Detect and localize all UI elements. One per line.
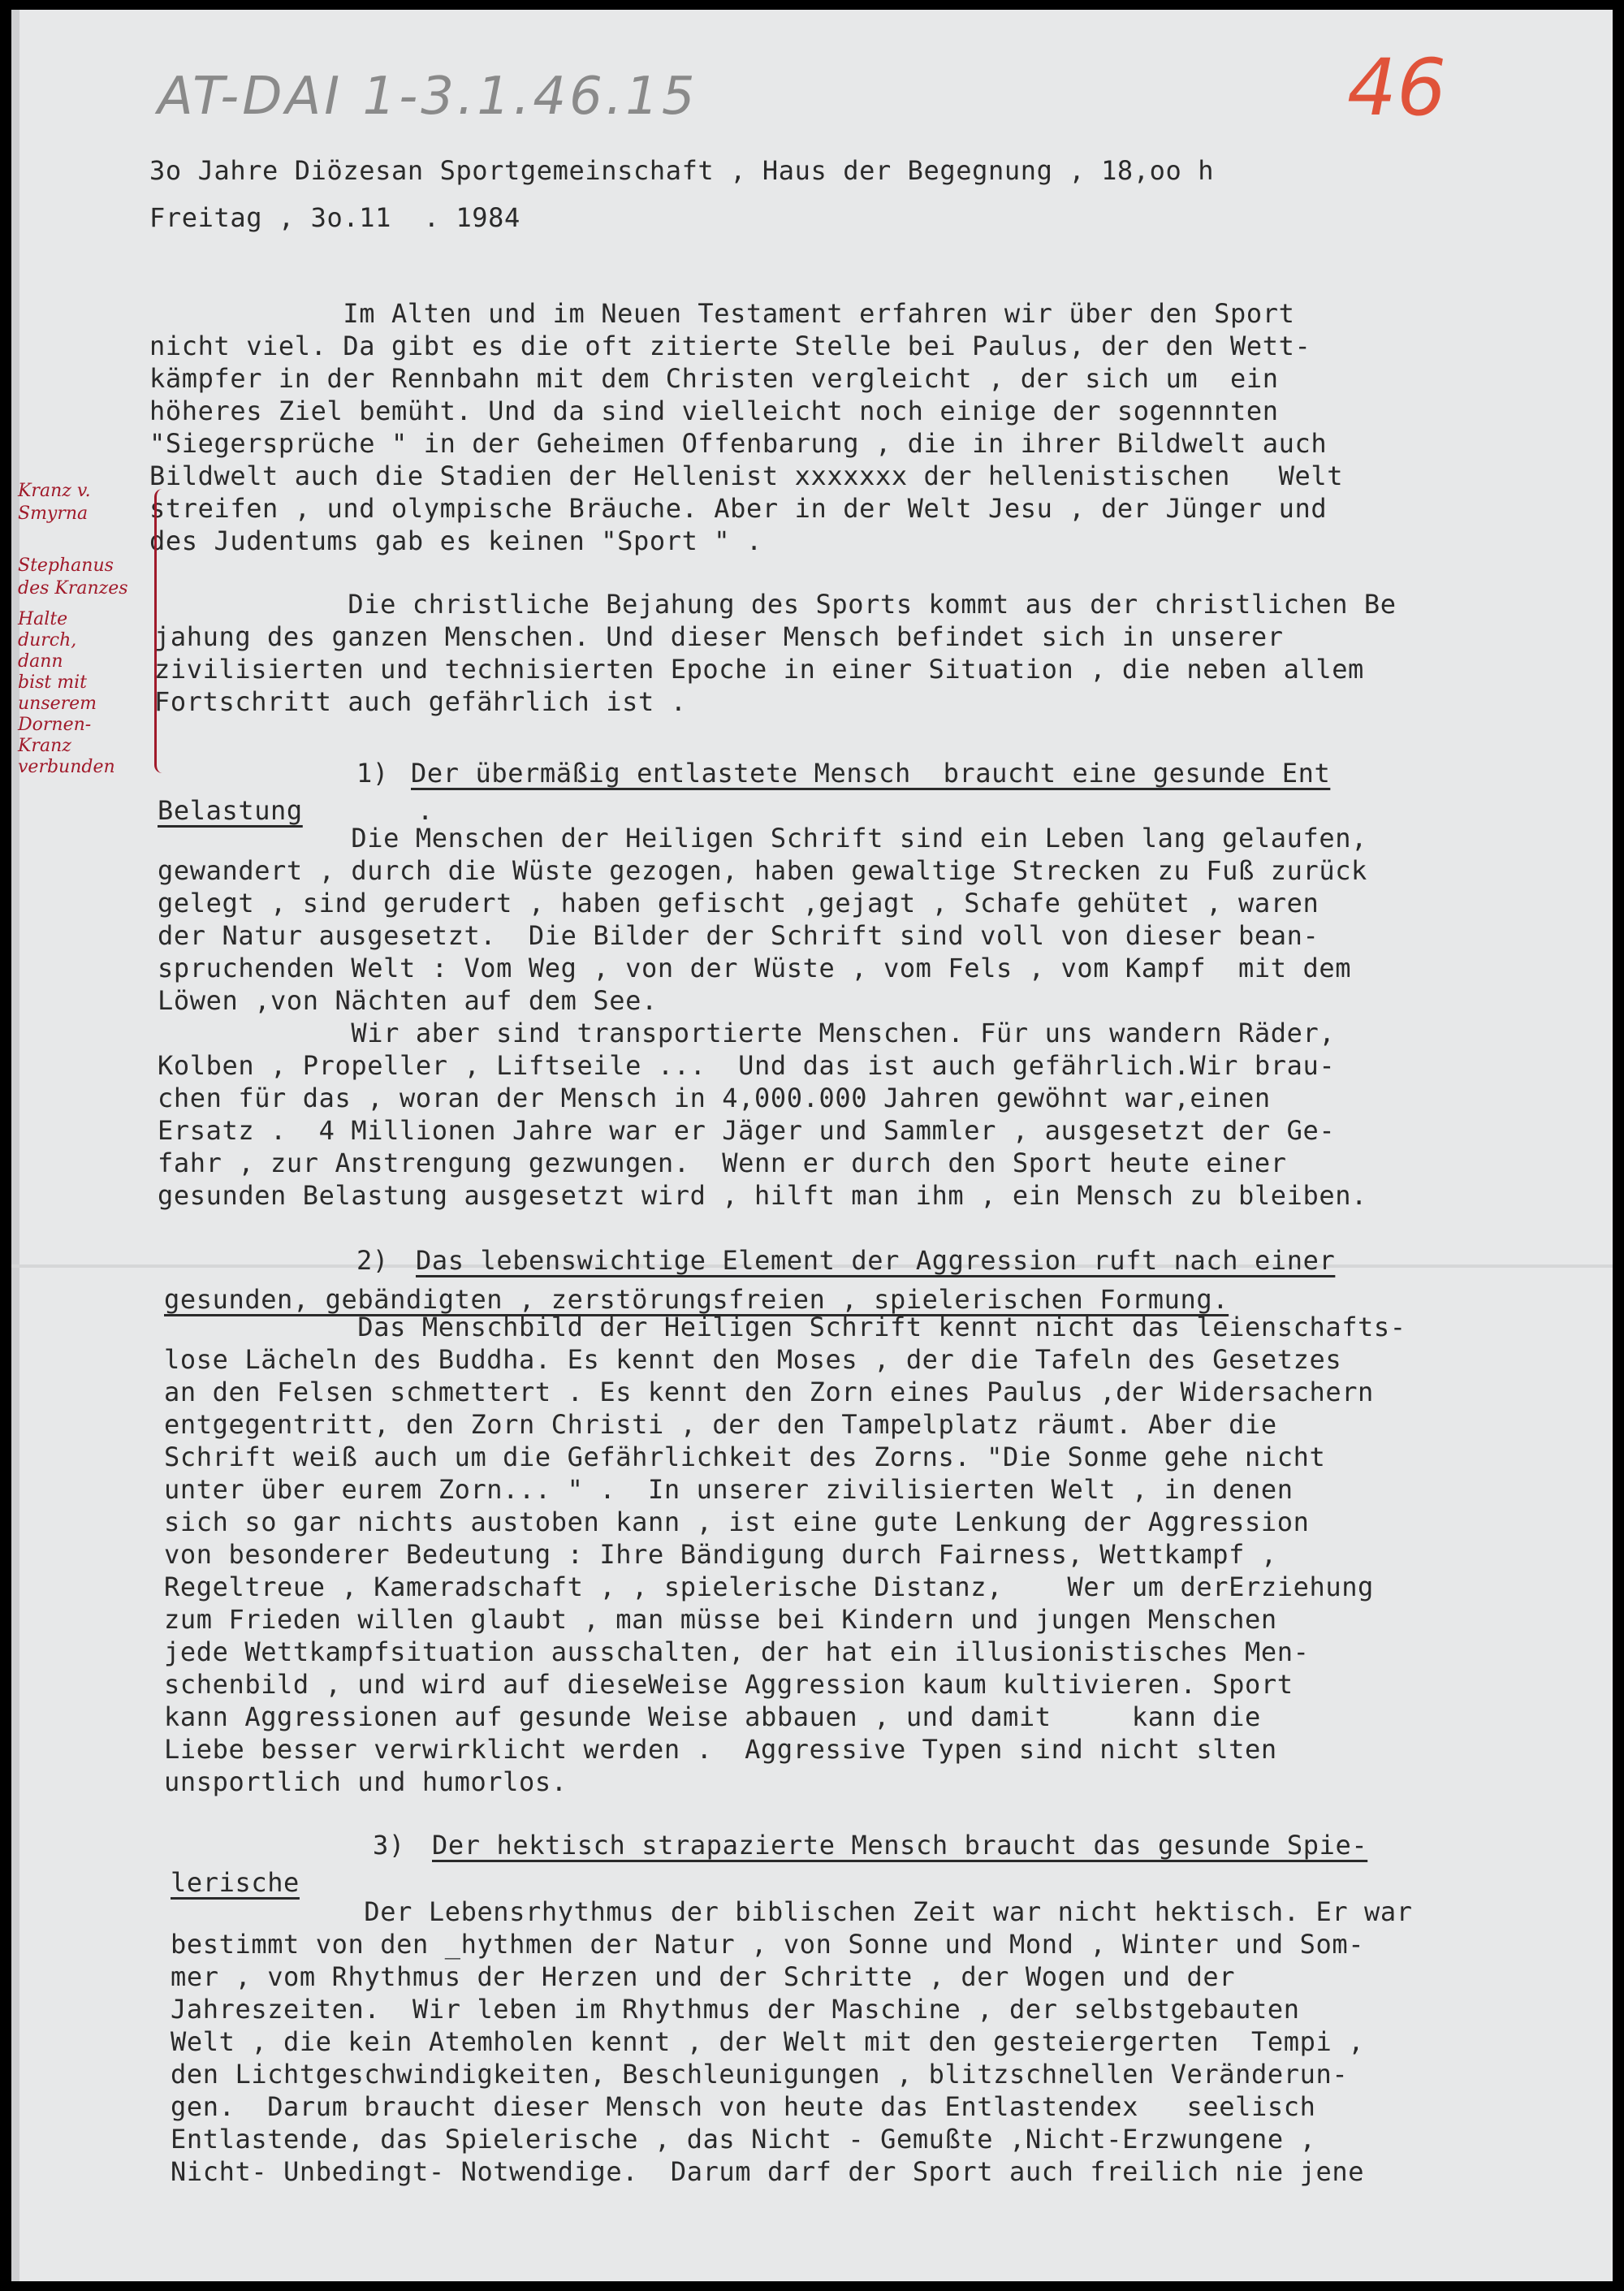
intro-line: Im Alten und im Neuen Testament erfahren wir über den Sport (149, 298, 1295, 329)
paragraph-line: Löwen ,von Nächten auf dem See. (158, 985, 658, 1016)
paragraph-line: Regeltreue , Kameradschaft , , spielerische Distanz, Wer um derErziehung (164, 1571, 1374, 1602)
intro-line: Bildwelt auch die Stadien der Hellenist xxxxxxx der hellenistischen Welt (149, 460, 1344, 491)
section-2-heading: Das lebenswichtige Element der Aggression ruft nach einer (416, 1245, 1336, 1276)
paragraph-line: Liebe besser verwirklicht werden . Aggressive Typen sind nicht slten (164, 1734, 1277, 1765)
margin-note: Kranz (18, 736, 71, 756)
margin-note: Dornen- (18, 715, 92, 735)
paragraph-line: mer , vom Rhythmus der Herzen und der Schritte , der Wogen und der (171, 1961, 1236, 1992)
section-2-number: 2) (356, 1245, 389, 1276)
period: . (417, 795, 434, 826)
paragraph-line: Welt , die kein Atemholen kennt , der Welt mit den gesteiergerten Tempi , (171, 2026, 1365, 2057)
header-line-2: Freitag , 3o.11 . 1984 (149, 202, 520, 233)
paragraph-line: lose Lächeln des Buddha. Es kennt den Moses , der die Tafeln des Gesetzes (164, 1344, 1342, 1375)
intro-line: des Judentums gab es keinen "Sport " . (149, 525, 762, 556)
margin-bracket (154, 489, 168, 773)
paragraph-line: entgegentritt, den Zorn Christi , der den Tampelplatz räumt. Aber die (164, 1409, 1277, 1440)
intro-line: kämpfer in der Rennbahn mit dem Christen vergleicht , der sich um ein (149, 363, 1279, 394)
archive-reference: AT-DAI 1-3.1.46.15 (158, 67, 698, 127)
section-1-heading: Der übermäßig entlastete Mensch braucht eine gesunde Ent (411, 758, 1331, 789)
paragraph-line: fahr , zur Anstrengung gezwungen. Wenn er durch den Sport heute einer (158, 1148, 1287, 1178)
paragraph-line: spruchenden Welt : Vom Weg , von der Wüste , vom Fels , vom Kampf mit dem (158, 953, 1352, 983)
paragraph-line: schenbild , und wird auf dieseWeise Aggression kaum kultivieren. Sport (164, 1669, 1294, 1700)
paragraph-line: gewandert , durch die Wüste gezogen, haben gewaltige Strecken zu Fuß zurück (158, 855, 1367, 886)
paragraph-line: Entlastende, das Spielerische , das Nicht - Gemußte ,Nicht-Erzwungene , (171, 2124, 1316, 2155)
section-3-heading: Der hektisch strapazierte Mensch braucht das gesunde Spie- (432, 1830, 1368, 1861)
margin-note: unserem (18, 694, 97, 714)
paragraph-line: zivilisierten und technisierten Epoche in einer Situation , die neben allem (154, 654, 1364, 685)
paragraph-line: den Lichtgeschwindigkeiten, Beschleunigungen , blitzschnellen Veränderun- (171, 2059, 1349, 2090)
paragraph-line: Die christliche Bejahung des Sports kommt aus der christlichen Be (154, 589, 1397, 620)
paragraph-line: gelegt , sind gerudert , haben gefischt ,gejagt , Schafe gehütet , waren (158, 888, 1320, 919)
intro-line: streifen , und olympische Bräuche. Aber in der Welt Jesu , der Jünger und (149, 493, 1328, 524)
section-3-heading-cont: lerische (171, 1867, 300, 1898)
paragraph-line: bestimmt von den _hythmen der Natur , von Sonne und Mond , Winter und Som- (171, 1929, 1365, 1960)
paragraph-line: Ersatz . 4 Millionen Jahre war er Jäger und Sammler , ausgesetzt der Ge- (158, 1115, 1336, 1146)
paragraph-line: Wir aber sind transportierte Menschen. Für uns wandern Räder, (158, 1018, 1336, 1048)
paragraph-line: Das Menschbild der Heiligen Schrift kennt nicht das leienschafts- (164, 1312, 1406, 1342)
paper-edge (11, 10, 19, 2281)
paragraph-line: gesunden Belastung ausgesetzt wird , hilft man ihm , ein Mensch zu bleiben. (158, 1180, 1367, 1211)
paragraph-line: der Natur ausgesetzt. Die Bilder der Schrift sind voll von dieser bean- (158, 920, 1320, 951)
margin-note: durch, (18, 630, 77, 651)
paragraph-line: von besonderer Bedeutung : Ihre Bändigung durch Fairness, Wettkampf , (164, 1539, 1277, 1570)
paragraph-line: zum Frieden willen glaubt , man müsse bei Kindern und jungen Menschen (164, 1604, 1277, 1635)
paragraph-line: chen für das , woran der Mensch in 4,000.000 Jahren gewöhnt war,einen (158, 1083, 1271, 1113)
intro-line: höheres Ziel bemüht. Und da sind vielleicht noch einige der sogennnten (149, 396, 1279, 426)
paragraph-line: Kolben , Propeller , Liftseile ... Und das ist auch gefährlich.Wir brau- (158, 1050, 1336, 1081)
margin-note: Stephanus (18, 555, 114, 576)
section-1-heading-cont: Belastung (158, 795, 303, 826)
paragraph-line: sich so gar nichts austoben kann , ist eine gute Lenkung der Aggression (164, 1506, 1310, 1537)
paragraph-line: Die Menschen der Heiligen Schrift sind ein Leben lang gelaufen, (158, 823, 1367, 854)
page-number: 46 (1347, 42, 1447, 133)
paragraph-line: Nicht- Unbedingt- Notwendige. Darum darf der Sport auch freilich nie jene (171, 2156, 1365, 2187)
paragraph-line: jahung des ganzen Menschen. Und dieser Mensch befindet sich in unserer (154, 621, 1284, 652)
margin-note: des Kranzes (18, 578, 128, 599)
intro-line: nicht viel. Da gibt es die oft zitierte Stelle bei Paulus, der den Wett- (149, 331, 1311, 361)
paragraph-line: Schrift weiß auch um die Gefährlichkeit des Zorns. "Die Sonme gehe nicht (164, 1442, 1326, 1472)
paragraph-line: jede Wettkampfsituation ausschalten, der hat ein illusionistisches Men- (164, 1636, 1310, 1667)
margin-note: Smyrna (18, 504, 89, 524)
section-3-number: 3) (373, 1830, 405, 1861)
paragraph-line: Jahreszeiten. Wir leben im Rhythmus der Maschine , der selbstgebauten (171, 1994, 1300, 2025)
document-page (11, 10, 1613, 2281)
paragraph-line: kann Aggressionen auf gesunde Weise abbauen , und damit kann die (164, 1701, 1261, 1732)
margin-note: verbunden (18, 757, 115, 777)
paragraph-line: unter über eurem Zorn... " . In unserer zivilisierten Welt , in denen (164, 1474, 1294, 1505)
margin-note: bist mit (18, 672, 87, 693)
margin-note: Kranz v. (18, 481, 91, 501)
section-1-number: 1) (356, 758, 389, 789)
paragraph-line: Der Lebensrhythmus der biblischen Zeit war nicht hektisch. Er war (171, 1896, 1413, 1927)
margin-note: dann (18, 651, 63, 672)
section-2-heading-cont: gesunden, gebändigten , zerstörungsfreien , spielerischen Formung. (164, 1284, 1229, 1315)
paragraph-line: gen. Darum braucht dieser Mensch von heute das Entlastendex seelisch (171, 2091, 1316, 2122)
paragraph-line: Fortschritt auch gefährlich ist . (154, 686, 687, 717)
paragraph-line: an den Felsen schmettert . Es kennt den Zorn eines Paulus ,der Widersachern (164, 1377, 1374, 1407)
intro-line: "Siegersprüche " in der Geheimen Offenbarung , die in ihrer Bildwelt auch (149, 428, 1328, 459)
margin-note: Halte (18, 609, 68, 629)
paragraph-line: unsportlich und humorlos. (164, 1766, 568, 1797)
header-line-1: 3o Jahre Diözesan Sportgemeinschaft , Haus der Begegnung , 18,oo h (149, 155, 1215, 186)
